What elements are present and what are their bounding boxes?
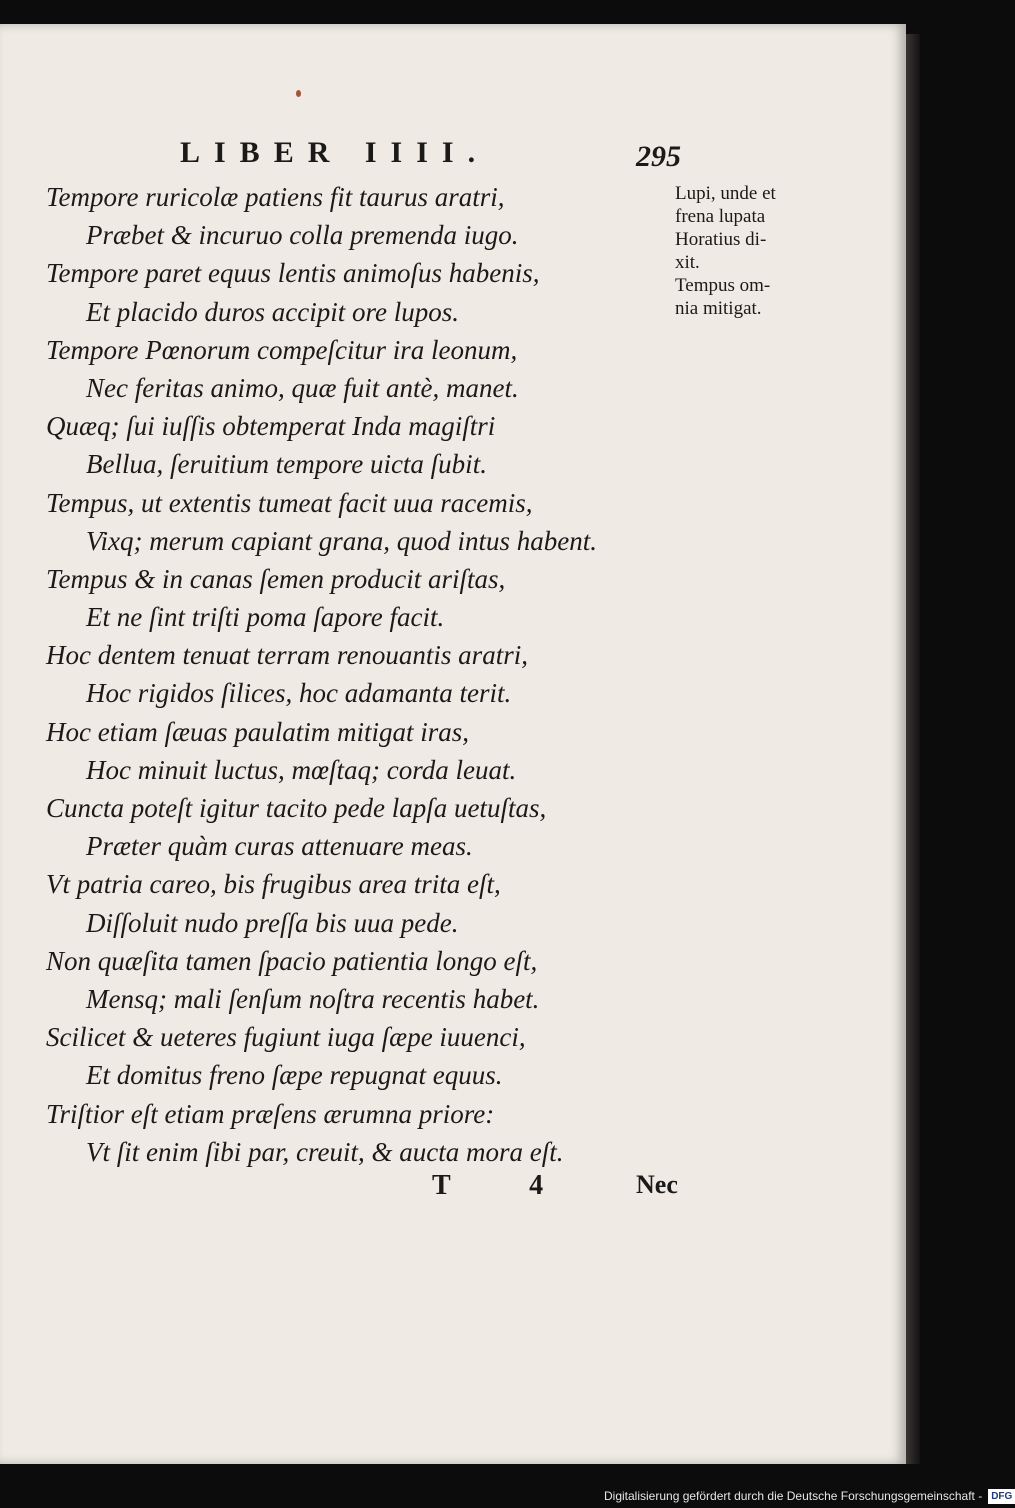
folio-number: 295 [636,140,681,173]
verse-line: Quæq; ſui iuſſis obtemperat Inda magiſtri [46,411,496,442]
page-footer [0,1170,906,1210]
verse-line: Triſtior eſt etiam præſens ærumna priore: [46,1098,495,1129]
verse-line: Tempus, ut extentis tumeat facit uua racemis, [46,487,533,518]
verse-line: Hoc minuit luctus, mœſtaq; corda leuat. [86,754,517,785]
verse-line: Præbet & incuruo colla premenda iugo. [86,220,519,251]
verse-line: Hoc dentem tenuat terram renouantis aratri, [46,640,528,671]
verse-line: Non quæſita tamen ſpacio patientia longo eſt, [46,945,538,976]
verse-line: Et placido duros accipit ore lupos. [86,296,459,327]
verse-line: Vt ſit enim ſibi par, creuit, & aucta mora eſt. [86,1136,564,1167]
verse-line: Diſſoluit nudo preſſa bis uua pede. [86,907,459,938]
verse-line: Hoc etiam ſæuas paulatim mitigat iras, [46,716,470,747]
verse-line: Et domitus freno ſæpe repugnat equus. [86,1060,503,1091]
margin-note-line: nia mitigat. [675,298,762,319]
margin-note-line: Tempus om- [675,275,771,296]
margin-note-line: Horatius di- [675,229,767,250]
book-page [0,24,906,1464]
verse-line: Vt patria careo, bis frugibus area trita eſt, [46,869,501,900]
page-edge [906,34,920,1464]
margin-note-line: xit. [675,252,700,273]
verse-line: Nec feritas animo, quæ fuit antè, manet. [86,372,519,403]
verse-line: Præter quàm curas attenuare meas. [86,831,473,862]
verse-line: Scilicet & ueteres fugiunt iuga ſæpe iuuenci, [46,1022,526,1053]
verse-line: Tempore Pœnorum compeſcitur ira leonum, [46,334,518,365]
margin-note [675,182,835,320]
verse-line: Tempore ruricolæ patiens fit taurus aratri, [46,182,505,212]
catchword: Nec [636,1170,678,1199]
digitization-credit [604,1487,1015,1505]
signature-mark: T 4 [432,1170,580,1201]
verse-line: Cuncta poteſt igitur tacito pede lapſa uetuſtas, [46,793,547,823]
verse-line: Hoc rigidos ſilices, hoc adamanta terit. [86,678,512,709]
dfg-logo-icon: DFG [988,1489,1015,1504]
ink-spot [296,90,301,97]
verse-block [46,178,686,1171]
verse-line: Et ne ſint triſti poma ſapore facit. [86,602,445,633]
verse-line: Vixq; merum capiant grana, quod intus habent. [86,525,597,556]
verse-line: Mensq; mali ſenſum noſtra recentis habet. [86,983,540,1014]
running-title: LIBER IIII. [180,136,490,169]
credit-text: Digitalisierung gefördert durch die Deutsche Forschungsgemeinschaft - [604,1489,983,1503]
page-header [180,136,680,176]
verse-line: Tempus & in canas ſemen producit ariſtas, [46,563,506,594]
margin-note-line: Lupi, unde et [675,183,776,204]
margin-note-line: frena lupata [675,206,766,227]
verse-line: Tempore paret equus lentis animoſus habenis, [46,258,540,289]
verse-line: Bellua, ſeruitium tempore uicta ſubit. [86,449,487,480]
